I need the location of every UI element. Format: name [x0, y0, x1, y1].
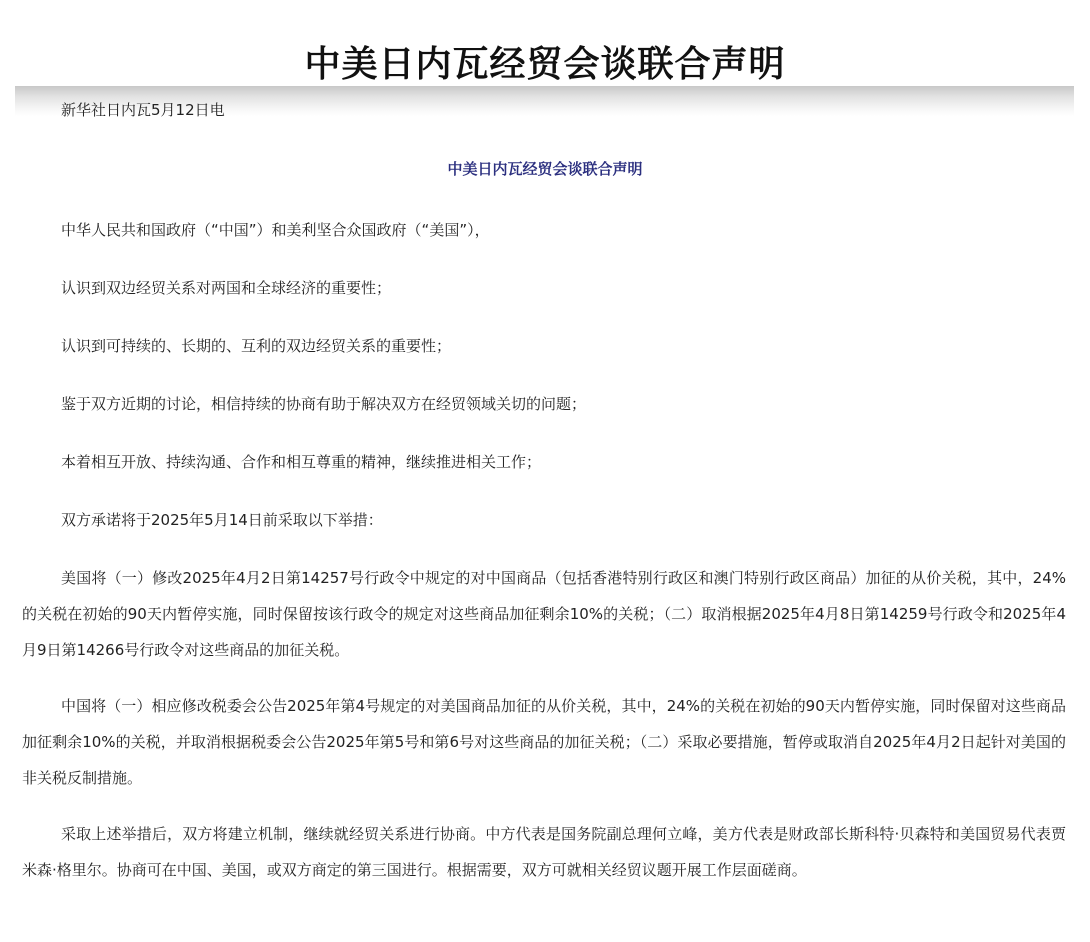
- article-subtitle: 中美日内瓦经贸会谈联合声明: [447, 160, 643, 178]
- paragraph-spirit: 本着相互开放、持续沟通、合作和相互尊重的精神，继续推进相关工作；: [61, 453, 542, 471]
- paragraph-mechanism: 采取上述举措后，双方将建立机制，继续就经贸关系进行协商。中方代表是国务院副总理何立峰，美方代表是财政部长斯科特·贝森特和美国贸易代表贾米森·格里尔。协商可在中国、美国，或双方商定的第三国进行。根据需要，双方可就相关经贸议题开展工作层面磋商。: [22, 825, 1066, 879]
- paragraph-recognition-global: 认识到双边经贸关系对两国和全球经济的重要性；: [61, 279, 392, 297]
- paragraph-us-measures: 美国将（一）修改2025年4月2日第14257号行政令中规定的对中国商品（包括香港特别行政区和澳门特别行政区商品）加征的从价关税，其中，24%的关税在初始的90天内暂停实施，同时保留按该行政令的规定对这些商品加征剩余10%的关税；（二）取消根据2025年4月8日第14259号行政令和2025年4月9日第14266号行政令对这些商品的加征关税。: [22, 569, 1066, 659]
- article-dateline: 新华社日内瓦5月12日电: [61, 101, 225, 119]
- page-title: 中美日内瓦经贸会谈联合声明: [304, 44, 786, 86]
- article-body: [22, 212, 1066, 908]
- paragraph-china-measures: 中国将（一）相应修改税委会公告2025年第4号规定的对美国商品加征的从价关税，其中，24%的关税在初始的90天内暂停实施，同时保留对这些商品加征剩余10%的关税，并取消根据税委会公告2025年第5号和第6号对这些商品的加征关税；（二）采取必要措施，暂停或取消自2025年4月2日起针对美国的非关税反制措施。: [22, 697, 1066, 787]
- paragraph-parties: 中华人民共和国政府（“中国”）和美利坚合众国政府（“美国”），: [61, 221, 490, 239]
- paragraph-commitment: 双方承诺将于2025年5月14日前采取以下举措：: [61, 511, 383, 529]
- paragraph-recognition-sustainable: 认识到可持续的、长期的、互利的双边经贸关系的重要性；: [61, 337, 452, 355]
- paragraph-recent-discussions: 鉴于双方近期的讨论，相信持续的协商有助于解决双方在经贸领域关切的问题；: [61, 395, 587, 413]
